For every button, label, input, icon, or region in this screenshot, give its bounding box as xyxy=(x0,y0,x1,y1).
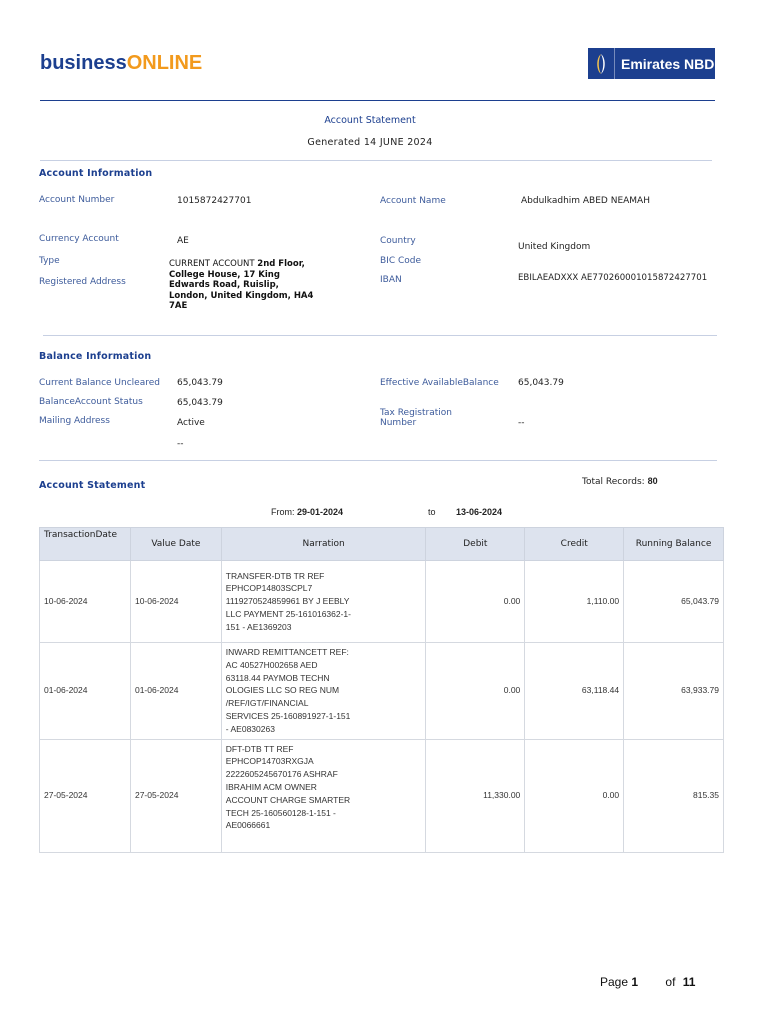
statement-title: Account Statement xyxy=(324,115,416,126)
value-date: 01-06-2024 xyxy=(130,643,221,740)
emirates-nbd-mark-icon xyxy=(588,48,615,79)
registered-address-label: Registered Address xyxy=(39,277,126,287)
transactions-table xyxy=(39,527,724,853)
table-header-row xyxy=(40,528,724,561)
col-transaction-date: TransactionDate xyxy=(40,528,131,561)
header-divider xyxy=(40,100,715,101)
table-row xyxy=(40,739,724,852)
credit: 1,110.00 xyxy=(525,561,624,643)
account-number-value: 1015872427701 xyxy=(177,196,252,206)
tx-date: 27-05-2024 xyxy=(40,739,131,852)
account-info-heading: Account Information xyxy=(39,168,153,179)
credit: 0.00 xyxy=(525,739,624,852)
table-row xyxy=(40,561,724,643)
country-label: Country xyxy=(380,236,416,246)
current-balance-label: Current Balance Uncleared xyxy=(39,378,160,388)
currency-value: AE xyxy=(177,236,189,246)
credit: 63,118.44 xyxy=(525,643,624,740)
debit: 11,330.00 xyxy=(426,739,525,852)
current-balance-value: 65,043.79 xyxy=(177,378,223,388)
effective-balance-value: 65,043.79 xyxy=(518,378,564,388)
to-date: 13-06-2024 xyxy=(456,507,503,517)
bic-label: BIC Code xyxy=(380,256,422,266)
tx-date: 01-06-2024 xyxy=(40,643,131,740)
value-date: 27-05-2024 xyxy=(130,739,221,852)
mailing-extra-value: -- xyxy=(177,439,184,449)
section-divider xyxy=(40,160,712,161)
mailing-address-value: Active xyxy=(177,418,205,428)
col-value-date: Value Date xyxy=(130,528,221,561)
logo-word-business: business xyxy=(40,52,127,74)
account-name-label: Account Name xyxy=(380,196,446,206)
of-label: of xyxy=(665,975,676,989)
balance-status-label: BalanceAccount Status xyxy=(39,397,143,407)
date-range-from xyxy=(271,507,343,517)
section-divider xyxy=(43,335,717,336)
iban-label: IBAN xyxy=(380,275,402,285)
debit: 0.00 xyxy=(426,643,525,740)
value-date: 10-06-2024 xyxy=(130,561,221,643)
account-name-value: Abdulkadhim ABED NEAMAH xyxy=(521,196,650,206)
country-value: United Kingdom xyxy=(518,242,591,252)
total-records-label: Total Records: xyxy=(582,477,645,487)
tax-label-line-1: Tax Registration xyxy=(380,408,452,418)
running-balance: 65,043.79 xyxy=(624,561,724,643)
address-value: 2nd Floor, College House, 17 King Edwards Road, Ruislip, London, United Kingdom, HA4 7AE xyxy=(169,259,314,311)
page-label: Page xyxy=(600,975,629,989)
total-records xyxy=(582,476,658,487)
iban-value: EBILAEADXXX AE770260001015872427701 xyxy=(518,273,708,283)
narration: TRANSFER-DTB TR REF EPHCOP14803SCPL7 1119270524859961 BY J EEBLY LLC PAYMENT 25-161016362-1- 151 - AE1369203 xyxy=(221,561,426,643)
running-balance: 63,933.79 xyxy=(624,643,724,740)
type-and-address-value xyxy=(169,259,319,312)
balance-status-value: 65,043.79 xyxy=(177,398,223,408)
generated-date: Generated 14 JUNE 2024 xyxy=(307,137,433,148)
narration: INWARD REMITTANCETT REF: AC 40527H002658 AED 63118.44 PAYMOB TECHN OLOGIES LLC SO REG NUM /REF/IGT/FINANCIAL SERVICES 25-160891927-1-151 - AE0830263 xyxy=(221,643,426,740)
account-number-label: Account Number xyxy=(39,195,115,205)
type-label: Type xyxy=(39,256,60,266)
tax-label-line-2: Number xyxy=(380,418,417,428)
col-narration: Narration xyxy=(221,528,426,561)
col-debit: Debit xyxy=(426,528,525,561)
effective-balance-label: Effective AvailableBalance xyxy=(380,378,499,388)
tax-registration-label xyxy=(380,408,452,428)
total-pages: 11 xyxy=(682,975,696,989)
emirates-nbd-wordmark: Emirates NBD xyxy=(621,55,715,72)
mailing-address-label: Mailing Address xyxy=(39,416,110,426)
tax-registration-value: -- xyxy=(518,418,525,428)
col-credit: Credit xyxy=(525,528,624,561)
table-row xyxy=(40,643,724,740)
emirates-nbd-logo xyxy=(588,48,715,79)
debit: 0.00 xyxy=(426,561,525,643)
currency-label: Currency Account xyxy=(39,234,119,244)
logo-word-online: ONLINE xyxy=(126,52,203,74)
statement-heading: Account Statement xyxy=(39,480,146,491)
type-value: CURRENT ACCOUNT xyxy=(169,259,255,269)
to-label: to xyxy=(428,507,436,517)
running-balance: 815.35 xyxy=(624,739,724,852)
total-records-value: 80 xyxy=(647,476,658,486)
narration: DFT-DTB TT REF EPHCOP14703RXGJA 2222605245670176 ASHRAF IBRAHIM ACM OWNER ACCOUNT CHARGE SMARTER TECH 25-160560128-1-151 - AE0066661 xyxy=(221,739,426,852)
page-number: 1 xyxy=(631,975,639,989)
balance-info-heading: Balance Information xyxy=(39,351,152,362)
section-divider xyxy=(39,460,717,461)
page-indicator xyxy=(600,975,695,989)
tx-date: 10-06-2024 xyxy=(40,561,131,643)
business-online-logo xyxy=(40,52,202,75)
from-date: 29-01-2024 xyxy=(297,507,344,517)
from-label: From: xyxy=(271,507,295,517)
col-running-balance: Running Balance xyxy=(624,528,724,561)
